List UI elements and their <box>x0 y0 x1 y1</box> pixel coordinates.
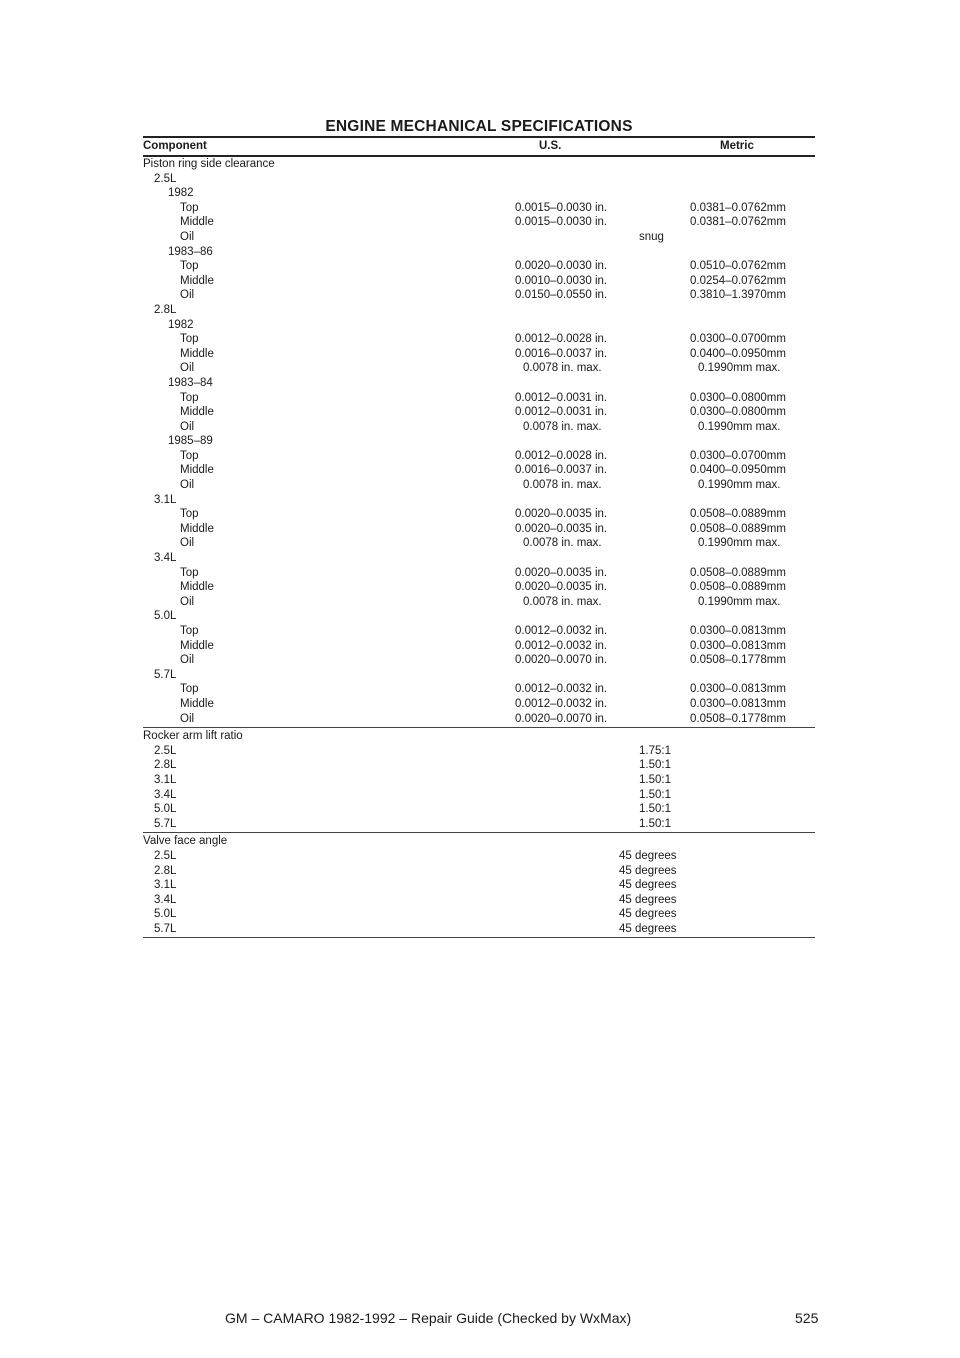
row-label: 1982 <box>168 187 194 200</box>
table-row <box>143 157 815 172</box>
row-label: Oil <box>180 479 195 492</box>
row-label: 5.0L <box>154 610 177 623</box>
metric-value: 0.0254–0.0762mm <box>690 274 786 287</box>
row-label: 3.1L <box>154 773 177 786</box>
us-value: 0.0012–0.0032 in. <box>515 683 608 696</box>
us-value: 0.0016–0.0037 in. <box>515 464 608 477</box>
table-row <box>143 864 815 879</box>
us-value: 0.0078 in. max. <box>523 479 602 492</box>
section-rule <box>143 937 815 938</box>
row-label: Middle <box>180 406 214 419</box>
shared-value: 1.50:1 <box>639 788 671 801</box>
us-value: 0.0012–0.0032 in. <box>515 625 608 637</box>
row-label: Top <box>180 260 199 273</box>
table-row <box>143 580 815 595</box>
table-row <box>143 697 815 712</box>
table-row <box>143 420 815 435</box>
row-label: Top <box>180 333 199 346</box>
table-row <box>143 729 815 744</box>
table-row <box>143 773 815 788</box>
row-label: 3.1L <box>154 879 177 892</box>
table-row <box>143 849 815 864</box>
table-row <box>143 288 815 303</box>
row-label: 5.7L <box>154 922 177 935</box>
row-label: 3.4L <box>154 788 177 801</box>
us-value: 0.0020–0.0035 in. <box>515 522 608 535</box>
table-row <box>143 878 815 893</box>
section-rule <box>143 832 815 833</box>
us-value: 0.0012–0.0028 in. <box>515 449 608 462</box>
shared-value: 45 degrees <box>619 908 677 921</box>
table-row <box>143 332 815 347</box>
table-row <box>143 566 815 581</box>
table-row <box>143 186 815 201</box>
row-label: Piston ring side clearance <box>143 158 275 170</box>
table-row <box>143 893 815 908</box>
metric-value: 0.3810–1.3970mm <box>690 289 786 302</box>
metric-value: 0.0300–0.0700mm <box>690 333 786 346</box>
shared-value: 1.50:1 <box>639 817 671 830</box>
table-row <box>143 245 815 260</box>
shared-value: 1.75:1 <box>639 744 671 757</box>
shared-value: 45 degrees <box>619 893 677 906</box>
row-label: Oil <box>180 362 195 375</box>
us-value: 0.0015–0.0030 in. <box>515 216 608 229</box>
row-label: Middle <box>180 274 214 287</box>
shared-value: 45 degrees <box>619 922 677 935</box>
us-value: 0.0078 in. max. <box>523 537 602 550</box>
table-row <box>143 493 815 508</box>
table-row <box>143 347 815 362</box>
shared-value: 1.50:1 <box>639 803 671 816</box>
metric-value: 0.1990mm max. <box>698 595 781 608</box>
us-value: 0.0012–0.0032 in. <box>515 639 608 652</box>
row-label: Middle <box>180 464 214 477</box>
row-label: Top <box>180 683 199 696</box>
table-row <box>143 744 815 759</box>
table-row <box>143 259 815 274</box>
row-label: Top <box>180 201 199 214</box>
row-label: 2.8L <box>154 759 177 772</box>
table-row <box>143 318 815 333</box>
row-label: 3.4L <box>154 893 177 906</box>
metric-value: 0.0300–0.0813mm <box>690 625 786 637</box>
row-label: Top <box>180 391 199 404</box>
table-row <box>143 507 815 522</box>
table-row <box>143 682 815 697</box>
us-value: 0.0012–0.0028 in. <box>515 333 608 346</box>
us-value: 0.0020–0.0035 in. <box>515 508 608 521</box>
metric-value: 0.0508–0.0889mm <box>690 566 786 579</box>
us-value: 0.0010–0.0030 in. <box>515 274 608 287</box>
page-title: ENGINE MECHANICAL SPECIFICATIONS <box>325 118 633 135</box>
metric-value: 0.0300–0.0800mm <box>690 406 786 419</box>
table-row <box>143 595 815 610</box>
table-row <box>143 653 815 668</box>
table-row <box>143 639 815 654</box>
metric-value: 0.0300–0.0700mm <box>690 449 786 462</box>
metric-value: 0.1990mm max. <box>698 479 781 492</box>
table-row <box>143 376 815 391</box>
table-row <box>143 834 815 849</box>
row-label: Middle <box>180 347 214 360</box>
row-label: Middle <box>180 522 214 535</box>
spec-table-body <box>143 157 815 938</box>
us-value: 0.0020–0.0070 in. <box>515 712 608 725</box>
table-row <box>143 463 815 478</box>
shared-value: 45 degrees <box>619 849 677 862</box>
table-row <box>143 274 815 289</box>
table-row <box>143 907 815 922</box>
metric-value: 0.0400–0.0950mm <box>690 347 786 360</box>
table-row <box>143 788 815 803</box>
us-value: 0.0020–0.0035 in. <box>515 581 608 594</box>
metric-value: 0.0300–0.0800mm <box>690 391 786 404</box>
table-row <box>143 172 815 187</box>
us-value: 0.0012–0.0031 in. <box>515 406 608 419</box>
table-row <box>143 434 815 449</box>
us-value: 0.0012–0.0031 in. <box>515 391 608 404</box>
column-header-metric: Metric <box>720 140 754 152</box>
metric-value: 0.0381–0.0762mm <box>690 216 786 229</box>
table-row <box>143 817 815 832</box>
us-value: 0.0016–0.0037 in. <box>515 347 608 360</box>
row-label: Oil <box>180 654 195 667</box>
spec-sheet <box>143 118 815 939</box>
row-label: 3.4L <box>154 552 177 565</box>
table-row <box>143 536 815 551</box>
table-row <box>143 922 815 937</box>
metric-value: 0.1990mm max. <box>698 362 781 375</box>
metric-value: 0.0300–0.0813mm <box>690 697 786 710</box>
row-label: 2.5L <box>154 849 177 862</box>
shared-value: 45 degrees <box>619 879 677 892</box>
table-row <box>143 712 815 727</box>
table-row <box>143 361 815 376</box>
row-label: Oil <box>180 537 195 550</box>
table-row <box>143 522 815 537</box>
row-label: Middle <box>180 697 214 710</box>
row-label: Middle <box>180 216 214 229</box>
us-value: 0.0020–0.0070 in. <box>515 654 608 667</box>
row-label: Oil <box>180 289 195 302</box>
us-value: 0.0012–0.0032 in. <box>515 697 608 710</box>
row-label: Oil <box>180 712 195 725</box>
us-value: 0.0150–0.0550 in. <box>515 289 608 302</box>
table-row <box>143 802 815 817</box>
row-label: 1985–89 <box>168 435 213 448</box>
table-row <box>143 215 815 230</box>
us-value: 0.0020–0.0035 in. <box>515 566 608 579</box>
table-row <box>143 449 815 464</box>
shared-value: 45 degrees <box>619 864 677 877</box>
row-label: 1983–86 <box>168 245 213 258</box>
row-label: 5.7L <box>154 817 177 830</box>
metric-value: 0.1990mm max. <box>698 537 781 550</box>
row-label: Top <box>180 625 199 637</box>
section-rule <box>143 727 815 728</box>
column-header-component: Component <box>143 140 207 152</box>
row-label: Oil <box>180 230 195 243</box>
metric-value: 0.0508–0.1778mm <box>690 712 786 725</box>
row-label: 1983–84 <box>168 376 213 389</box>
row-label: 2.8L <box>154 303 177 316</box>
us-value: 0.0020–0.0030 in. <box>515 260 608 273</box>
row-label: 2.5L <box>154 172 177 185</box>
table-row <box>143 668 815 683</box>
row-label: Rocker arm lift ratio <box>143 730 243 743</box>
table-row <box>143 609 815 624</box>
metric-value: 0.0508–0.0889mm <box>690 508 786 521</box>
row-label: Valve face angle <box>143 835 228 848</box>
row-label: 3.1L <box>154 493 177 506</box>
row-label: 5.0L <box>154 908 177 921</box>
metric-value: 0.0300–0.0813mm <box>690 683 786 696</box>
table-row <box>143 391 815 406</box>
us-value: 0.0078 in. max. <box>523 595 602 608</box>
footer-text: GM – CAMARO 1982-1992 – Repair Guide (Checked by WxMax) <box>225 1310 632 1326</box>
row-label: 1982 <box>168 318 194 331</box>
metric-value: 0.0508–0.0889mm <box>690 581 786 594</box>
column-header-us: U.S. <box>539 140 562 152</box>
table-row <box>143 405 815 420</box>
metric-value: 0.0381–0.0762mm <box>690 201 786 214</box>
table-row <box>143 201 815 216</box>
page-footer <box>0 1310 960 1326</box>
table-row <box>143 624 815 639</box>
row-label: 5.0L <box>154 803 177 816</box>
row-label: Top <box>180 566 199 579</box>
table-row <box>143 758 815 773</box>
page-number: 525 <box>795 1310 819 1326</box>
row-label: Middle <box>180 581 214 594</box>
metric-value: 0.0510–0.0762mm <box>690 260 786 273</box>
row-label: Middle <box>180 639 214 652</box>
metric-value: 0.0400–0.0950mm <box>690 464 786 477</box>
row-label: 2.8L <box>154 864 177 877</box>
table-row <box>143 230 815 245</box>
row-label: 2.5L <box>154 744 177 757</box>
metric-value: 0.0508–0.1778mm <box>690 654 786 667</box>
row-label: 5.7L <box>154 668 177 681</box>
us-value: 0.0015–0.0030 in. <box>515 201 608 214</box>
table-row <box>143 303 815 318</box>
table-row <box>143 551 815 566</box>
metric-value: 0.0300–0.0813mm <box>690 639 786 652</box>
us-value: 0.0078 in. max. <box>523 362 602 375</box>
shared-value: snug <box>639 230 664 243</box>
metric-value: 0.0508–0.0889mm <box>690 522 786 535</box>
table-row <box>143 478 815 493</box>
shared-value: 1.50:1 <box>639 759 671 772</box>
row-label: Oil <box>180 595 195 608</box>
us-value: 0.0078 in. max. <box>523 420 602 433</box>
shared-value: 1.50:1 <box>639 773 671 786</box>
row-label: Top <box>180 449 199 462</box>
table-header <box>143 138 815 155</box>
metric-value: 0.1990mm max. <box>698 420 781 433</box>
row-label: Top <box>180 508 199 521</box>
row-label: Oil <box>180 420 195 433</box>
